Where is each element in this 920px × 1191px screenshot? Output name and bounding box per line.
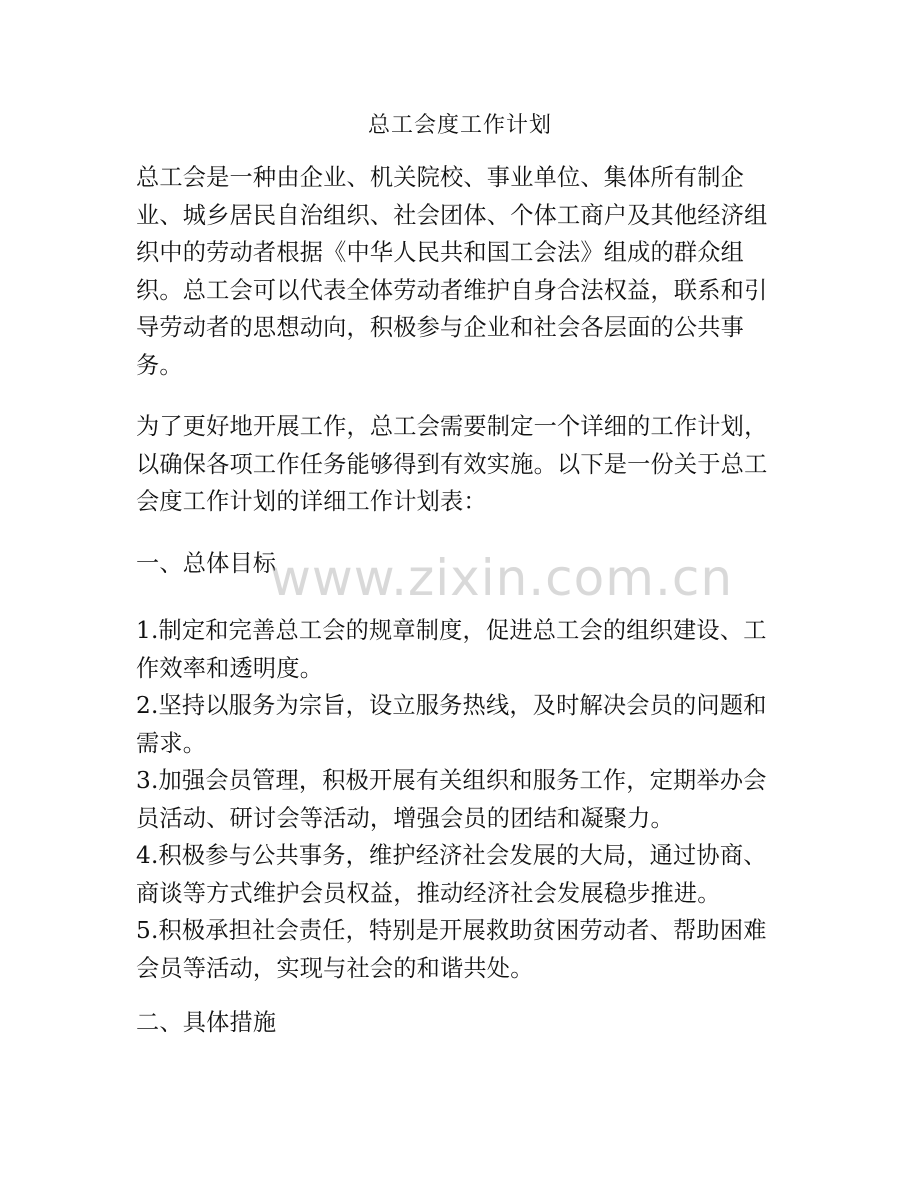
goal-line: 商谈等方式维护会员权益，推动经济社会发展稳步推进。 [136, 879, 721, 907]
purpose-paragraph [136, 408, 786, 521]
goal-line: 1.制定和完善总工会的规章制度，促进总工会的组织建设、工 [136, 617, 767, 644]
purpose-line: 会度工作计划的详细工作计划表： [136, 488, 487, 515]
goal-line: 员活动、研讨会等活动，增强会员的团结和凝聚力。 [136, 804, 674, 832]
goals-list [136, 612, 786, 987]
intro-paragraph [136, 159, 786, 384]
intro-line: 务。 [136, 351, 183, 379]
goal-line: 2.坚持以服务为宗旨，设立服务热线，及时解决会员的问题和 [136, 692, 767, 719]
document-title: 总工会度工作计划 [367, 113, 552, 138]
section-heading-text: 一、总体目标 [136, 550, 277, 577]
section-heading-text: 二、具体措施 [136, 1009, 277, 1036]
purpose-line: 为了更好地开展工作，总工会需要制定一个详细的工作计划， [136, 413, 768, 440]
intro-line: 织。总工会可以代表全体劳动者维护自身合法权益，联系和引 [136, 276, 768, 304]
goal-line: 5.积极承担社会责任，特别是开展救助贫困劳动者、帮助困难 [136, 917, 767, 944]
goal-line: 会员等活动，实现与社会的和谐共处。 [136, 954, 534, 982]
intro-line: 导劳动者的思想动向，积极参与企业和社会各层面的公共事 [136, 314, 745, 341]
watermark-text: www.zixin.com.cn [270, 549, 734, 607]
goal-line: 需求。 [136, 729, 207, 757]
goal-line: 作效率和透明度。 [136, 654, 324, 682]
goal-line: 3.加强会员管理，积极开展有关组织和服务工作，定期举办会 [136, 767, 767, 794]
goal-line: 4.积极参与公共事务，维护经济社会发展的大局，通过协商、 [136, 842, 767, 869]
intro-line: 业、城乡居民自治组织、社会团体、个体工商户及其他经济组 [136, 201, 768, 229]
intro-line: 织中的劳动者根据《中华人民共和国工会法》组成的群众组 [136, 239, 745, 266]
purpose-line: 以确保各项工作任务能够得到有效实施。以下是一份关于总工 [136, 450, 768, 478]
section-heading-measures [136, 1004, 786, 1042]
intro-line: 总工会是一种由企业、机关院校、事业单位、集体所有制企 [136, 164, 745, 191]
